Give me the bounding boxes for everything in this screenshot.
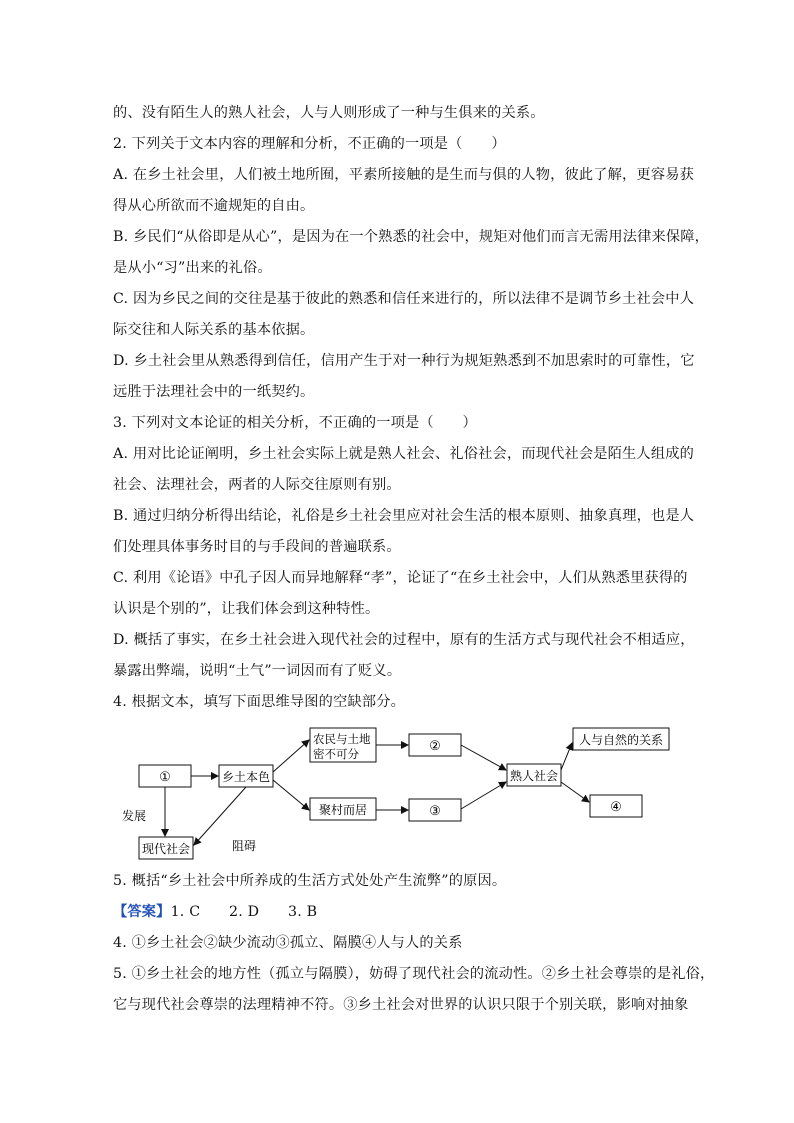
text-line: 是从小“习”出来的礼俗。 (113, 260, 272, 276)
answer-5: 5. ①乡土社会的地方性（孤立与隔膜），妨碍了现代社会的流动性。②乡土社会尊崇的是礼俗， (113, 966, 715, 982)
arrow-xiangtu-to-nongmin (273, 740, 309, 772)
option-2c: C. 因为乡民之间的交往是基于彼此的熟悉和信任来进行的，所以法律不是调节乡土社会中人 (113, 291, 695, 307)
box-ren-yu-ziran-label: 人与自然的关系 (578, 733, 664, 747)
box-nongmin-line1: 农民与土地 (313, 732, 371, 746)
option-3d: D. 概括了事实，在乡土社会进入现代社会的过程中，原有的生活方式与现代社会不相适应， (113, 632, 695, 648)
question-5: 5. 概括“乡土社会中所养成的生活方式处处产生流弊”的原因。 (113, 873, 507, 889)
text-line: 远胜于法理社会中的一纸契约。 (113, 384, 315, 400)
option-3b: B. 通过归纳分析得出结论，礼俗是乡土社会里应对社会生活的根本原则、抽象真理，也是人 (113, 508, 695, 524)
answer-choices (113, 902, 683, 922)
text-line: 它与现代社会尊崇的法理精神不符。③乡土社会对世界的认识只限于个别关联，影响对抽象 (113, 997, 689, 1013)
question-4: 4. 根据文本，填写下面思维导图的空缺部分。 (113, 694, 406, 710)
box-xiangtu-bense-label: 乡土本色 (221, 770, 271, 784)
label-zuai: 阻碍 (232, 839, 257, 853)
question-3: 3. 下列对文本论证的相关分析，不正确的一项是（ ） (113, 415, 477, 431)
arrow-3-to-shuren (461, 782, 506, 809)
box-xiandai-shehui-label: 现代社会 (141, 842, 191, 856)
text-line: 的、没有陌生人的熟人社会，人与人则形成了一种与生俱来的关系。 (113, 105, 545, 121)
text-line: 得从心所欲而不逾规矩的自由。 (113, 198, 315, 214)
answer-choices-text: 1. C 2. D 3. B (170, 904, 318, 920)
box-2-label: ② (429, 739, 441, 754)
arrow-2-to-shuren (461, 745, 506, 770)
option-3c: C. 利用《论语》中孔子因人而异地解释“孝”，论证了“在乡土社会中，人们从熟悉里获得的 (113, 570, 688, 586)
answer-label: 【答案】 (113, 904, 171, 920)
text-line: 们处理具体事务时目的与手段间的普遍联系。 (113, 539, 401, 555)
arrow-shuren-to-renyuziran (561, 743, 572, 770)
text-line: 社会、法理社会，两者的人际交往原则有别。 (113, 477, 401, 493)
text-line: 暴露出弊端，说明“土气”一词因而有了贬义。 (113, 663, 402, 679)
box-nongmin-line2: 密不可分 (313, 747, 359, 761)
option-2b: B. 乡民们“从俗即是从心”，是因为在一个熟悉的社会中，规矩对他们而言无需用法律来保障， (113, 229, 710, 245)
answer-4: 4. ①乡土社会②缺少流动③孤立、隔膜④人与人的关系 (113, 935, 463, 951)
option-3a: A. 用对比论证阐明，乡土社会实际上就是熟人社会、礼俗社会，而现代社会是陌生人组成的 (113, 446, 694, 462)
box-jucun-erju-label: 聚村而居 (318, 803, 368, 817)
box-4-label: ④ (610, 800, 622, 815)
text-line: 认识是个别的”，让我们体会到这种特性。 (113, 601, 380, 617)
arrow-xiangtu-to-xiandai (194, 787, 246, 845)
text-line: 际交往和人际关系的基本依据。 (113, 322, 315, 338)
option-2a: A. 在乡土社会里，人们被土地所囿，平素所接触的是生而与俱的人物，彼此了解，更容易获 (113, 167, 694, 183)
label-fazhan: 发展 (122, 809, 147, 823)
box-3-label: ③ (429, 804, 441, 819)
arrow-shuren-to-4 (561, 782, 589, 802)
box-1-label: ① (159, 770, 171, 785)
box-shuren-shehui-label: 熟人社会 (509, 769, 559, 783)
option-2d: D. 乡土社会里从熟悉得到信任，信用产生于对一种行为规矩熟悉到不加思索时的可靠性，它 (113, 353, 695, 369)
question-2: 2. 下列关于文本内容的理解和分析，不正确的一项是（ ） (113, 136, 506, 152)
arrow-xiangtu-to-jucun (273, 780, 309, 810)
